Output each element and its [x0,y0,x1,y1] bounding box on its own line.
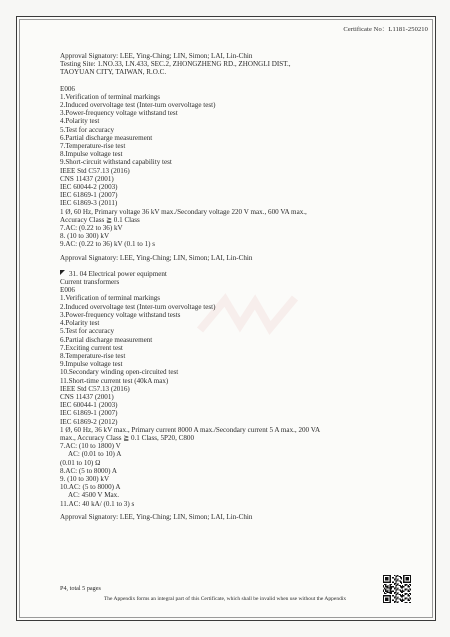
block2-line: 9. (10 to 300) kV [60,474,110,483]
block2-line: 9.Impulse voltage test [60,360,123,369]
block1-line: Accuracy Class ≧ 0.1 Class [60,215,140,224]
block2-line: 6.Partial discharge measurement [60,335,153,344]
block1-line: 1 Ø, 60 Hz, Primary voltage 36 kV max./Secondary voltage 220 V max., 600 VA max., [60,207,307,216]
block1-line: IEC 60044-2 (2003) [60,183,118,192]
block1-line: 4.Polarity test [60,117,100,126]
block2-line: Current transformers [60,278,120,287]
block1-line: 6.Partial discharge measurement [60,133,153,142]
block2-indent-line-2: AC: 4500 V Max. [68,491,119,500]
block2-line: 1.Verification of terminal markings [60,294,161,303]
block1-line: IEC 61869-1 (2007) [60,191,118,200]
block1-line: 2.Induced overvoltage test (Inter-turn overvoltage test) [60,101,216,110]
block2-line: CNS 11437 (2001) [60,392,114,401]
block2-line: 2.Induced overvoltage test (Inter-turn overvoltage test) [60,302,216,311]
testing-site-line-2: TAOYUAN CITY, TAIWAN, R.O.C. [60,68,167,77]
block2-line: 11.Short-time current test (40kA max) [60,376,169,385]
block2-line: 4.Polarity test [60,319,100,328]
block2-signatory: Approval Signatory: LEE, Ying-Ching; LIN, Simon; LAI, Lin-Chin [60,512,253,521]
block2-indent-line-1: AC: (0.01 to 10) A [68,450,122,459]
block1-line: E006 [60,84,75,93]
block1-line: IEC 61869-3 (2011) [60,199,118,208]
current-transformer-block-end [60,500,420,508]
block2-line: 1 Ø, 60 Hz, 36 kV max., Primary current 8000 A max./Secondary current 5 A max., 200 VA [60,425,321,434]
block1-line: CNS 11437 (2001) [60,174,114,183]
current-transformer-block [60,278,420,450]
block1-line: 1.Verification of terminal markings [60,92,161,101]
page-count: P4, total 5 pages [60,585,101,592]
testing-site-line-1: Testing Site: 1.NO.33, LN.433, SEC.2, ZHONGZHENG RD., ZHONGLI DIST., [60,60,291,69]
block2-line: (0.01 to 10) Ω [60,458,101,467]
block2-line: 10.AC: (5 to 8000) A [60,483,121,492]
current-transformer-block-cont [60,459,420,492]
block2-line: IEEE Std C57.13 (2016) [60,384,130,393]
block1-line: 9.Short-circuit withstand capability test [60,158,172,167]
section-heading-text: 31. 04 Electrical power equipment [69,269,167,278]
qr-code-icon [383,575,411,603]
block1-line: 5.Test for accuracy [60,125,115,134]
block1-line: 9.AC: (0.22 to 36) kV (0.1 to 1) s [60,240,156,249]
block2-line: max., Accuracy Class ≧ 0.1 Class, 5P20, C800 [60,433,195,442]
appendix-content [60,52,420,521]
flag-icon [60,270,65,275]
block2-line: 3.Power-frequency voltage withstand tests [60,310,181,319]
block2-line: 11.AC: 40 kA/ (0.1 to 3) s [60,499,135,508]
block2-line: IEC 60044-1 (2003) [60,401,118,410]
section-heading [60,270,420,278]
block2-line: 8.AC: (5 to 8000) A [60,466,117,475]
block2-line: IEC 61869-1 (2007) [60,409,118,418]
header-signatory: Approval Signatory: LEE, Ying-Ching; LIN, Simon; LAI, Lin-Chin [60,52,253,60]
footer-note: The Appendix forms an integral part of this Certificate, which shall be invalid when use without the Appendix [103,596,347,602]
certificate-number: Certificate No：L1181-250210 [343,26,428,33]
block1-line: IEEE Std C57.13 (2016) [60,166,130,175]
block1-line: 8.Impulse voltage test [60,150,123,159]
block2-line: 8.Temperature-rise test [60,351,126,360]
block2-line: 10.Secondary winding open-circuited test [60,368,179,377]
block2-line: 7.Exciting current test [60,343,123,352]
block1-line: 7.Temperature-rise test [60,142,126,151]
block2-line: 5.Test for accuracy [60,327,115,336]
voltage-transformer-block [60,85,420,249]
block1-line: 3.Power-frequency voltage withstand test [60,109,178,118]
block1-line: 8. (10 to 300) kV [60,232,110,241]
block1-signatory: Approval Signatory: LEE, Ying-Ching; LIN, Simon; LAI, Lin-Chin [60,253,253,262]
block2-line: 7.AC: (10 to 1800) V [60,442,121,451]
block1-line: 7.AC: (0.22 to 36) kV [60,224,123,233]
block2-line: IEC 61869-2 (2012) [60,417,118,426]
block2-line: E006 [60,286,75,295]
